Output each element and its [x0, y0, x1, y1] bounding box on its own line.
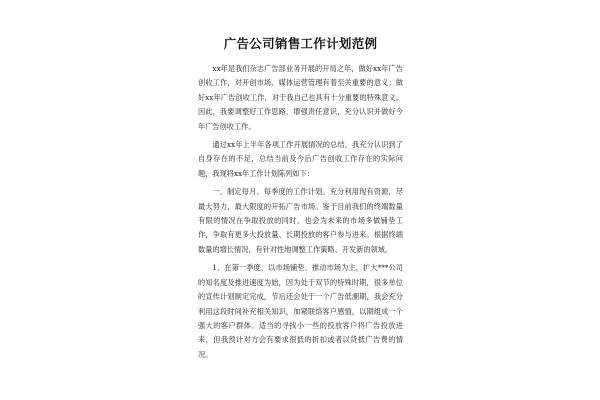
paragraph-intro: xx年是我们杂志广告部业务开展的开局之年，做好xx年广告创收工作，对开创市场、媒体运营管理有着至关重要的意义；做好xx年广告创收工作，对于我自己也具有十分重要的特殊意义。因此，我要调整好工作思路，增强责任意识，充分认识并做好今年广告创收工作。 [198, 64, 403, 131]
document-title: 广告公司销售工作计划范例 [223, 36, 378, 51]
paragraph-plan-item-1: 一、制定每月、每季度的工作计划。充分利用现有资源，尽最大努力，最大限度的开拓广告市场。鉴于目前我们的终端数量有限的情况在争取投放的同时，也会为未来的市场多做铺垫工作，争取有更多大投放量、长期投放的客户参与进来。根据终端数量的增长情况，有针对性地调整工作策略、开发新的领域。 [198, 187, 403, 254]
paragraph-first-quarter: 1、在第一季度，以市场铺垫、推动市场为主，扩大***公司的知名度及推进速度为始，因为处于双节的特殊时期，很多单位的宣传计划制定完成，节后还会处于一个广告低潮期，我会充分利用这段时间补充相关知识，加紧联络客户感情，以期组成一个强大的客户群体。适当的寻找小一些的投放客户将广告投放进来，但我预计对方会有要求很低的折扣或者以货抵广告费的情况。 [198, 263, 403, 359]
paragraph-summary: 通过xx年上半年各项工作开展情况的总结，我充分认识到了自身存在的不足，总结当前及今后广告创收工作存在的实际问题，我现将xx年工作计划陈列如下： [198, 140, 403, 178]
document-body [198, 36, 403, 366]
